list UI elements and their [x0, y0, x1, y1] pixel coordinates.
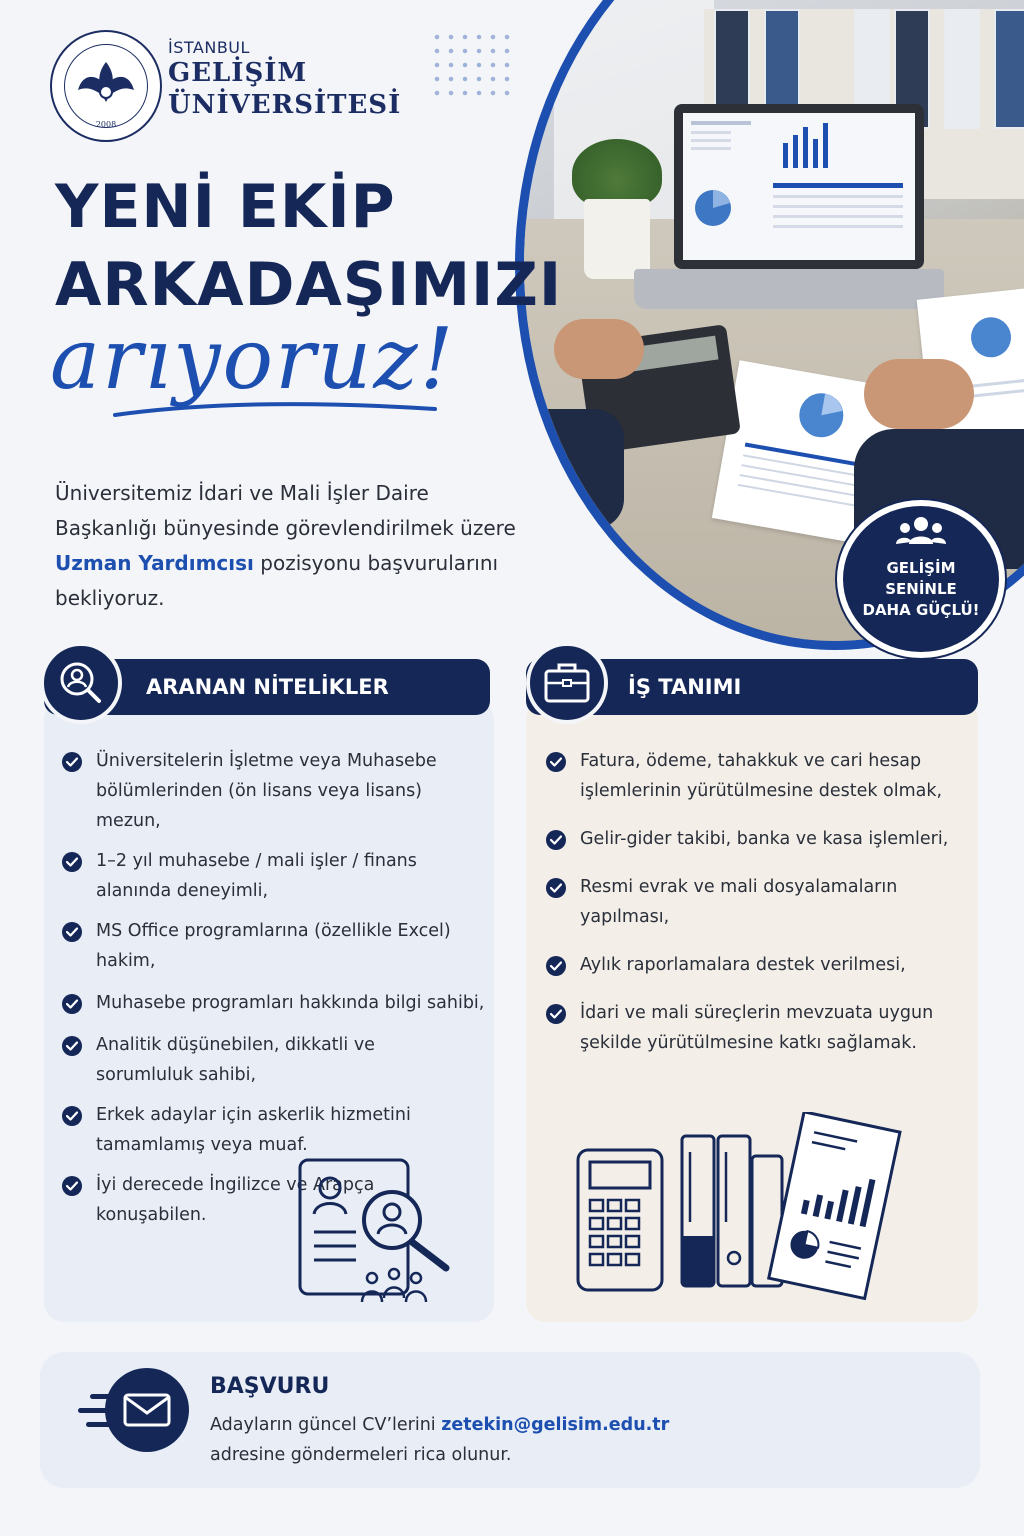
- search-person-icon: [40, 642, 122, 724]
- badge-line1: GELİŞİM: [886, 559, 956, 577]
- seal-year: 2008: [95, 120, 117, 129]
- list-item: [546, 950, 971, 980]
- list-item-text: Analitik düşünebilen, dikkatli ve: [96, 1035, 375, 1055]
- check-circle-icon: [546, 1004, 566, 1024]
- logo-name-line2: ÜNİVERSİTESİ: [168, 90, 402, 120]
- intro-paragraph: [55, 476, 535, 616]
- list-item-text: 1–2 yıl muhasebe / mali işler / finans: [96, 851, 417, 871]
- list-item-text: Üniversitelerin İşletme veya Muhasebe: [96, 751, 437, 771]
- check-circle-icon: [546, 830, 566, 850]
- check-circle-icon: [546, 878, 566, 898]
- script-underline: [110, 395, 440, 425]
- job-description-list: [546, 746, 971, 1058]
- slogan-badge: [837, 500, 1005, 658]
- check-circle-icon: [546, 956, 566, 976]
- check-circle-icon: [62, 994, 82, 1014]
- list-item-text: yapılması,: [580, 907, 670, 927]
- list-item-text: bölümlerinden (ön lisans veya lisans) mezun,: [96, 781, 423, 831]
- intro-line4: bekliyoruz.: [55, 586, 165, 610]
- job-description-title: İŞ TANIMI: [526, 659, 978, 715]
- list-item-text: İyi derecede İngilizce ve Arapça: [96, 1175, 375, 1195]
- list-item-text: tamamlamış veya muaf.: [96, 1135, 308, 1155]
- intro-line3-rest: pozisyonu başvurularını: [253, 551, 499, 575]
- list-item-text: Aylık raporlamalara destek verilmesi,: [580, 955, 906, 975]
- accounting-illustration: [574, 1112, 904, 1302]
- list-item: [62, 1100, 487, 1160]
- list-item: [62, 1030, 487, 1090]
- intro-line3: [55, 546, 535, 581]
- briefcase-icon: [526, 642, 608, 724]
- check-circle-icon: [62, 1106, 82, 1126]
- logo-city: İSTANBUL: [168, 38, 250, 57]
- list-item-text: alanında deneyimli,: [96, 881, 269, 901]
- headline-script: arıyoruz!: [50, 310, 456, 408]
- position-title: Uzman Yardımcısı: [55, 551, 254, 575]
- application-title: BAŞVURU: [210, 1374, 330, 1399]
- decorative-dots: [430, 30, 510, 100]
- logo-name-line1: GELİŞİM: [168, 58, 308, 88]
- list-item: [62, 846, 487, 906]
- list-item-text: İdari ve mali süreçlerin mevzuata uygun: [580, 1003, 934, 1023]
- badge-line3: DAHA GÜÇLÜ!: [862, 601, 980, 619]
- list-item: [62, 916, 487, 976]
- list-item-text: sorumluluk sahibi,: [96, 1065, 257, 1085]
- list-item-text: Resmi evrak ve mali dosyalamaların: [580, 877, 898, 897]
- check-circle-icon: [62, 852, 82, 872]
- list-item-text: MS Office programlarına (özellikle Excel) hakim,: [96, 921, 451, 971]
- headline-line2: ARKADAŞIMIZI: [55, 250, 563, 320]
- list-item-text: şekilde yürütülmesine katkı sağlamak.: [580, 1033, 917, 1053]
- check-circle-icon: [62, 752, 82, 772]
- headline-line1: YENİ EKİP: [55, 172, 396, 242]
- check-circle-icon: [546, 752, 566, 772]
- list-item-text: Erkek adaylar için askerlik hizmetini: [96, 1105, 411, 1125]
- list-item-text: Muhasebe programları hakkında bilgi sahibi,: [96, 993, 485, 1013]
- list-item: [546, 746, 971, 806]
- university-seal-logo: [50, 30, 162, 142]
- list-item: [62, 746, 487, 836]
- badge-line2: SENİNLE: [885, 580, 957, 598]
- list-item-text: Gelir-gider takibi, banka ve kasa işlemleri,: [580, 829, 949, 849]
- check-circle-icon: [62, 922, 82, 942]
- list-item: [62, 988, 487, 1018]
- intro-line2: Başkanlığı bünyesinde görevlendirilmek üzere: [55, 516, 516, 540]
- check-circle-icon: [62, 1176, 82, 1196]
- intro-line1: Üniversitemiz İdari ve Mali İşler Daire: [55, 481, 429, 505]
- list-item: [546, 998, 971, 1058]
- qualifications-title: ARANAN NİTELİKLER: [44, 659, 490, 715]
- list-item-text: Fatura, ödeme, tahakkuk ve cari hesap: [580, 751, 922, 771]
- application-email-link[interactable]: zetekin@gelisim.edu.tr: [441, 1415, 670, 1435]
- candidate-search-illustration: [296, 1156, 456, 1306]
- mail-icon: [105, 1368, 189, 1452]
- application-text-before: Adayların güncel CV’lerini: [210, 1415, 442, 1435]
- people-group-icon: [893, 514, 949, 554]
- check-circle-icon: [62, 1036, 82, 1056]
- application-text: [210, 1410, 669, 1470]
- list-item: [546, 872, 971, 932]
- list-item: [546, 824, 971, 854]
- list-item-text: işlemlerinin yürütülmesine destek olmak,: [580, 781, 943, 801]
- application-text-after: adresine göndermeleri rica olunur.: [210, 1445, 512, 1465]
- list-item-text: konuşabilen.: [96, 1205, 207, 1225]
